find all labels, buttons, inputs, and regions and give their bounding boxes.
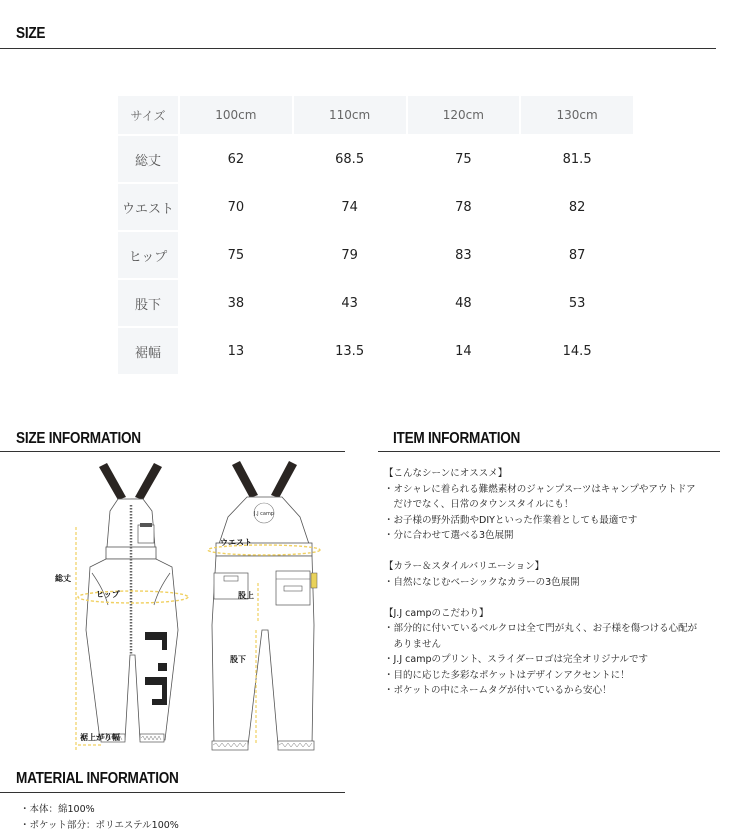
item-information-title: ITEM INFORMATION bbox=[393, 430, 521, 447]
table-cell: 83 bbox=[408, 232, 520, 278]
size-information-title: SIZE INFORMATION bbox=[16, 430, 141, 447]
strap-icon bbox=[135, 463, 162, 500]
table-cell: 62 bbox=[180, 136, 292, 182]
size-table-header-row bbox=[118, 96, 633, 134]
table-row bbox=[118, 280, 633, 326]
info-heading: 【カラー＆スタイルバリエーション】 bbox=[384, 561, 545, 572]
info-line: ・自然になじむベーシックなカラーの3色展開 bbox=[384, 576, 580, 588]
size-table-header-cell: 120cm bbox=[408, 96, 520, 134]
info-line: ・ポケットの中にネームタグが付いているから安心！ bbox=[384, 685, 612, 696]
table-cell: 75 bbox=[408, 136, 520, 182]
table-cell: 48 bbox=[408, 280, 520, 326]
back-view bbox=[212, 461, 317, 750]
row-label: 股下 bbox=[118, 280, 178, 326]
material-line: ・ポケット部分：ポリエステル100% bbox=[20, 820, 179, 831]
size-title: SIZE bbox=[16, 25, 46, 42]
logo-text: J.J camp bbox=[254, 511, 274, 517]
info-line: ・分に合わせて選べる3色展開 bbox=[384, 530, 514, 541]
row-label: 総丈 bbox=[118, 136, 178, 182]
item-information-text bbox=[384, 466, 697, 699]
table-cell: 79 bbox=[294, 232, 406, 278]
size-table-header-cell: 130cm bbox=[521, 96, 633, 134]
hem-width-label: 裾上がり幅 bbox=[80, 733, 120, 742]
size-table-header-label: サイズ bbox=[118, 96, 178, 134]
info-line: ・J.J campのプリント、スライダーロゴは完全オリジナルです bbox=[384, 654, 648, 665]
row-label: 裾幅 bbox=[118, 328, 178, 374]
strap-icon bbox=[232, 461, 258, 498]
material-information-title: MATERIAL INFORMATION bbox=[16, 770, 179, 787]
row-label: ヒップ bbox=[118, 232, 178, 278]
inseam-label: 股下 bbox=[230, 655, 246, 664]
table-row bbox=[118, 232, 633, 278]
info-line: ・お子様の野外活動やDIYといった作業着としても最適です bbox=[384, 514, 638, 526]
garment-diagram bbox=[0, 455, 345, 765]
table-cell: 74 bbox=[294, 184, 406, 230]
table-cell: 75 bbox=[180, 232, 292, 278]
table-cell: 68.5 bbox=[294, 136, 406, 182]
table-row bbox=[118, 328, 633, 374]
table-cell: 81.5 bbox=[521, 136, 633, 182]
info-line: ・オシャレに着られる難燃素材のジャンプスーツはキャンプやアウトドア bbox=[384, 483, 696, 495]
table-row bbox=[118, 184, 633, 230]
table-cell: 70 bbox=[180, 184, 292, 230]
rise-label: 股上 bbox=[238, 591, 254, 600]
material-information-rule bbox=[0, 792, 345, 793]
item-information-rule bbox=[378, 451, 720, 452]
table-cell: 14.5 bbox=[521, 328, 633, 374]
table-cell: 38 bbox=[180, 280, 292, 326]
size-table-header-cell: 110cm bbox=[294, 96, 406, 134]
info-line: ありません bbox=[384, 638, 442, 650]
waist-label: ウエスト bbox=[220, 538, 252, 547]
info-line: だけでなく、日常のタウンスタイルにも！ bbox=[384, 499, 574, 510]
table-cell: 14 bbox=[408, 328, 520, 374]
info-heading: 【こんなシーンにオススメ】 bbox=[384, 468, 508, 479]
size-title-rule bbox=[0, 48, 716, 49]
table-cell: 13 bbox=[180, 328, 292, 374]
table-cell: 53 bbox=[521, 280, 633, 326]
table-cell: 13.5 bbox=[294, 328, 406, 374]
size-table bbox=[116, 94, 635, 376]
strap-icon bbox=[99, 463, 126, 500]
hip-label: ヒップ bbox=[96, 590, 120, 599]
table-cell: 43 bbox=[294, 280, 406, 326]
table-cell: 78 bbox=[408, 184, 520, 230]
material-line: ・本体：綿100% bbox=[20, 804, 95, 815]
table-row bbox=[118, 136, 633, 182]
info-heading: 【J.J campのこだわり】 bbox=[384, 607, 489, 619]
table-cell: 87 bbox=[521, 232, 633, 278]
size-information-rule bbox=[0, 451, 345, 452]
info-line: ・部分的に付いているベルクロは全て門が丸く、お子様を傷つける心配が bbox=[384, 623, 698, 634]
row-label: ウエスト bbox=[118, 184, 178, 230]
size-table-header-cell: 100cm bbox=[180, 96, 292, 134]
total-length-label: 総丈 bbox=[55, 574, 71, 583]
strap-icon bbox=[271, 461, 297, 498]
info-line: ・目的に応じた多彩なポケットはデザインアクセントに！ bbox=[384, 669, 630, 681]
table-cell: 82 bbox=[521, 184, 633, 230]
material-list bbox=[20, 802, 179, 834]
